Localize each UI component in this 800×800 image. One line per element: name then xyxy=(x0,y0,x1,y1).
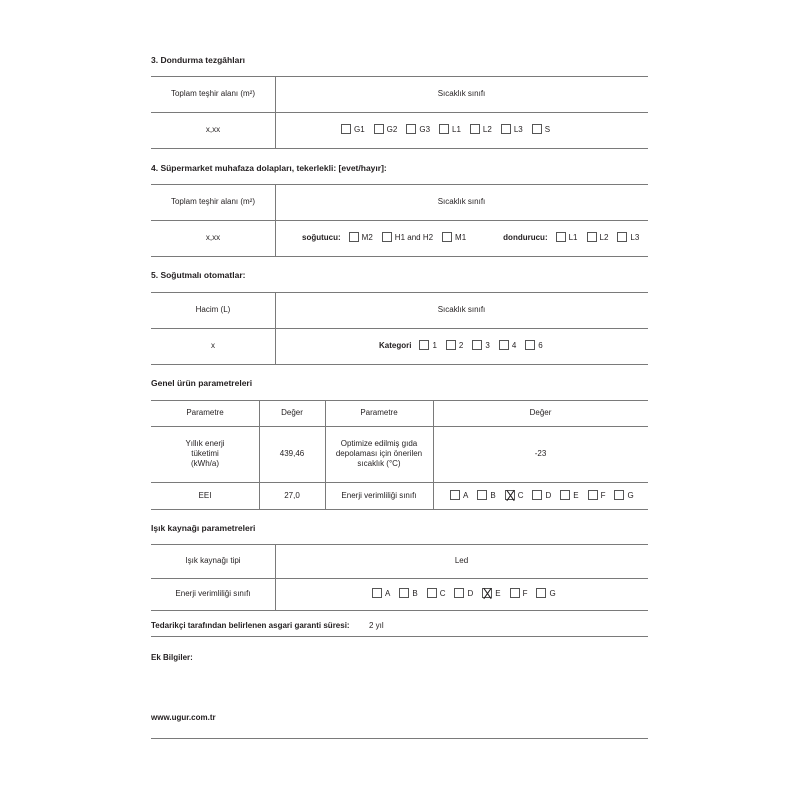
s4-col2-header: Sıcaklık sınıfı xyxy=(437,197,486,206)
light-class-options xyxy=(372,588,565,598)
general-parameters-title: Genel ürün parametreleri xyxy=(151,378,253,388)
checkbox[interactable] xyxy=(532,490,542,500)
cooler-label: soğutucu: xyxy=(302,232,341,242)
warranty-value: 2 yıl xyxy=(369,621,384,630)
divider xyxy=(151,364,648,365)
checkbox[interactable] xyxy=(510,588,520,598)
option-label: L1 xyxy=(568,232,578,242)
checkbox[interactable] xyxy=(472,340,482,350)
option-label: G xyxy=(549,588,556,598)
checkbox[interactable] xyxy=(454,588,464,598)
website: www.ugur.com.tr xyxy=(151,713,216,722)
option-f[interactable] xyxy=(510,588,528,598)
checkbox[interactable] xyxy=(617,232,627,242)
s5-col1-header: Hacim (L) xyxy=(195,305,231,314)
section-3-title: 3. Dondurma tezgâhları xyxy=(151,55,245,65)
light-class-label: Enerji verimliliği sınıfı xyxy=(175,589,251,598)
option-label: D xyxy=(467,588,474,598)
option-label: C xyxy=(439,588,446,598)
section-5-title: 5. Soğutmalı otomatlar: xyxy=(151,270,246,280)
s4-area-value: x,xx xyxy=(205,233,221,242)
option-l2[interactable] xyxy=(470,124,492,134)
option-g3[interactable] xyxy=(406,124,430,134)
recommended-temperature-label: Optimize edilmiş gıda depolaması için önerilen sıcaklık (°C) xyxy=(335,439,423,468)
option-label: L1 xyxy=(452,124,461,134)
annual-energy-value: 439,46 xyxy=(279,449,305,458)
option-l1[interactable] xyxy=(556,232,578,242)
checkbox[interactable] xyxy=(372,588,382,598)
option-label: H1 and H2 xyxy=(394,232,434,242)
warranty-label: Tedarikçi tarafından belirlenen asgari garanti süresi: xyxy=(151,621,350,630)
option-c[interactable] xyxy=(505,490,524,500)
option-label: 1 xyxy=(432,340,437,350)
checkbox[interactable] xyxy=(427,588,437,598)
option-3[interactable] xyxy=(472,340,489,350)
option-label: S xyxy=(544,124,551,134)
checkbox[interactable] xyxy=(450,490,460,500)
divider xyxy=(151,610,648,611)
option-label: C xyxy=(517,490,524,500)
checkbox[interactable] xyxy=(499,340,509,350)
checkbox[interactable] xyxy=(446,340,456,350)
option-label: L2 xyxy=(482,124,492,134)
option-label: 3 xyxy=(485,340,490,350)
option-label: 6 xyxy=(538,340,543,350)
option-d[interactable] xyxy=(454,588,473,598)
light-type-label: Işık kaynağı tipi xyxy=(185,556,241,565)
option-l2[interactable] xyxy=(587,232,609,242)
checkbox[interactable] xyxy=(382,232,392,242)
checkbox[interactable] xyxy=(482,588,492,598)
s5-volume-value: x xyxy=(211,341,215,350)
option-label: G xyxy=(627,490,634,500)
option-a[interactable] xyxy=(372,588,390,598)
s3-temperature-class-options xyxy=(341,124,559,134)
checkbox[interactable] xyxy=(525,340,535,350)
option-2[interactable] xyxy=(446,340,463,350)
eei-value: 27,0 xyxy=(284,490,300,500)
option-g[interactable] xyxy=(614,490,633,500)
option-label: A xyxy=(385,588,391,598)
s3-area-value: x,xx xyxy=(205,125,221,134)
option-label: G1 xyxy=(354,124,365,134)
checkbox[interactable] xyxy=(406,124,416,134)
checkbox[interactable] xyxy=(374,124,384,134)
s3-col1-header: Toplam teşhir alanı (m²) xyxy=(170,89,256,98)
header-parameter-1: Parametre xyxy=(186,408,224,417)
option-m1[interactable] xyxy=(442,232,466,242)
option-label: 4 xyxy=(511,340,517,350)
option-label: G3 xyxy=(419,124,431,134)
option-label: D xyxy=(545,490,552,500)
s5-col2-header: Sıcaklık sınıfı xyxy=(437,305,486,314)
option-label: M2 xyxy=(361,232,373,242)
divider xyxy=(151,636,648,637)
checkbox[interactable] xyxy=(588,490,598,500)
option-label: L2 xyxy=(599,232,609,242)
option-s[interactable] xyxy=(532,124,550,134)
header-parameter-2: Parametre xyxy=(360,408,398,417)
checkbox[interactable] xyxy=(560,490,570,500)
divider xyxy=(151,509,648,510)
option-g2[interactable] xyxy=(374,124,398,134)
eei-label: EEI xyxy=(198,490,212,500)
option-label: E xyxy=(573,490,579,500)
light-type-value: Led xyxy=(454,556,469,565)
checkbox[interactable] xyxy=(505,490,515,500)
option-g1[interactable] xyxy=(341,124,365,134)
option-label: A xyxy=(463,490,469,500)
checkbox[interactable] xyxy=(556,232,566,242)
option-label: B xyxy=(412,588,418,598)
checkbox[interactable] xyxy=(536,588,546,598)
extra-info-label: Ek Bilgiler: xyxy=(151,653,193,662)
checkbox[interactable] xyxy=(587,232,597,242)
checkbox[interactable] xyxy=(614,490,624,500)
header-value-1: Değer xyxy=(281,408,303,417)
option-label: 2 xyxy=(458,340,464,350)
checkbox[interactable] xyxy=(399,588,409,598)
s5-category-options xyxy=(379,340,552,350)
option-label: L3 xyxy=(630,232,640,242)
checkbox[interactable] xyxy=(341,124,351,134)
option-label: E xyxy=(495,588,501,598)
option-label: L3 xyxy=(513,124,523,134)
section-4-title: 4. Süpermarket muhafaza dolapları, tekerlekli: [evet/hayır]: xyxy=(151,163,387,173)
option-e[interactable] xyxy=(482,588,500,598)
option-label: F xyxy=(522,588,528,598)
checkbox[interactable] xyxy=(442,232,452,242)
checkbox[interactable] xyxy=(477,490,487,500)
category-label: Kategori xyxy=(379,340,412,350)
checkbox[interactable] xyxy=(470,124,480,134)
energy-class-label: Enerji verimliliği sınıfı xyxy=(341,490,417,500)
option-label: B xyxy=(490,490,496,500)
checkbox[interactable] xyxy=(532,124,542,134)
recommended-temperature-value: -23 xyxy=(534,449,547,458)
option-h1-and-h2[interactable] xyxy=(382,232,433,242)
checkbox[interactable] xyxy=(349,232,359,242)
option-l3[interactable] xyxy=(501,124,523,134)
option-l1[interactable] xyxy=(439,124,461,134)
option-6[interactable] xyxy=(525,340,542,350)
option-4[interactable] xyxy=(499,340,516,350)
light-parameters-title: Işık kaynağı parametreleri xyxy=(151,523,256,533)
freezer-label: dondurucu: xyxy=(503,232,548,242)
option-m2[interactable] xyxy=(349,232,373,242)
divider xyxy=(151,148,648,149)
option-label: G2 xyxy=(386,124,398,134)
option-a[interactable] xyxy=(450,490,468,500)
option-1[interactable] xyxy=(419,340,436,350)
header-value-2: Değer xyxy=(529,408,552,417)
checkbox[interactable] xyxy=(501,124,511,134)
option-label: F xyxy=(600,490,606,500)
option-e[interactable] xyxy=(560,490,578,500)
divider xyxy=(151,256,648,257)
s3-col2-header: Sıcaklık sınıfı xyxy=(437,89,486,98)
option-g[interactable] xyxy=(536,588,555,598)
energy-class-options xyxy=(450,490,643,500)
option-c[interactable] xyxy=(427,588,446,598)
option-b[interactable] xyxy=(477,490,495,500)
option-f[interactable] xyxy=(588,490,606,500)
option-b[interactable] xyxy=(399,588,417,598)
s4-col1-header: Toplam teşhir alanı (m²) xyxy=(170,197,256,206)
annual-energy-label: Yıllık enerji tüketimi (kWh/a) xyxy=(185,439,225,468)
checkbox[interactable] xyxy=(419,340,429,350)
option-d[interactable] xyxy=(532,490,551,500)
s4-temperature-class-options xyxy=(302,232,648,242)
checkbox[interactable] xyxy=(439,124,449,134)
option-l3[interactable] xyxy=(617,232,639,242)
option-label: M1 xyxy=(455,232,467,242)
divider xyxy=(151,738,648,739)
